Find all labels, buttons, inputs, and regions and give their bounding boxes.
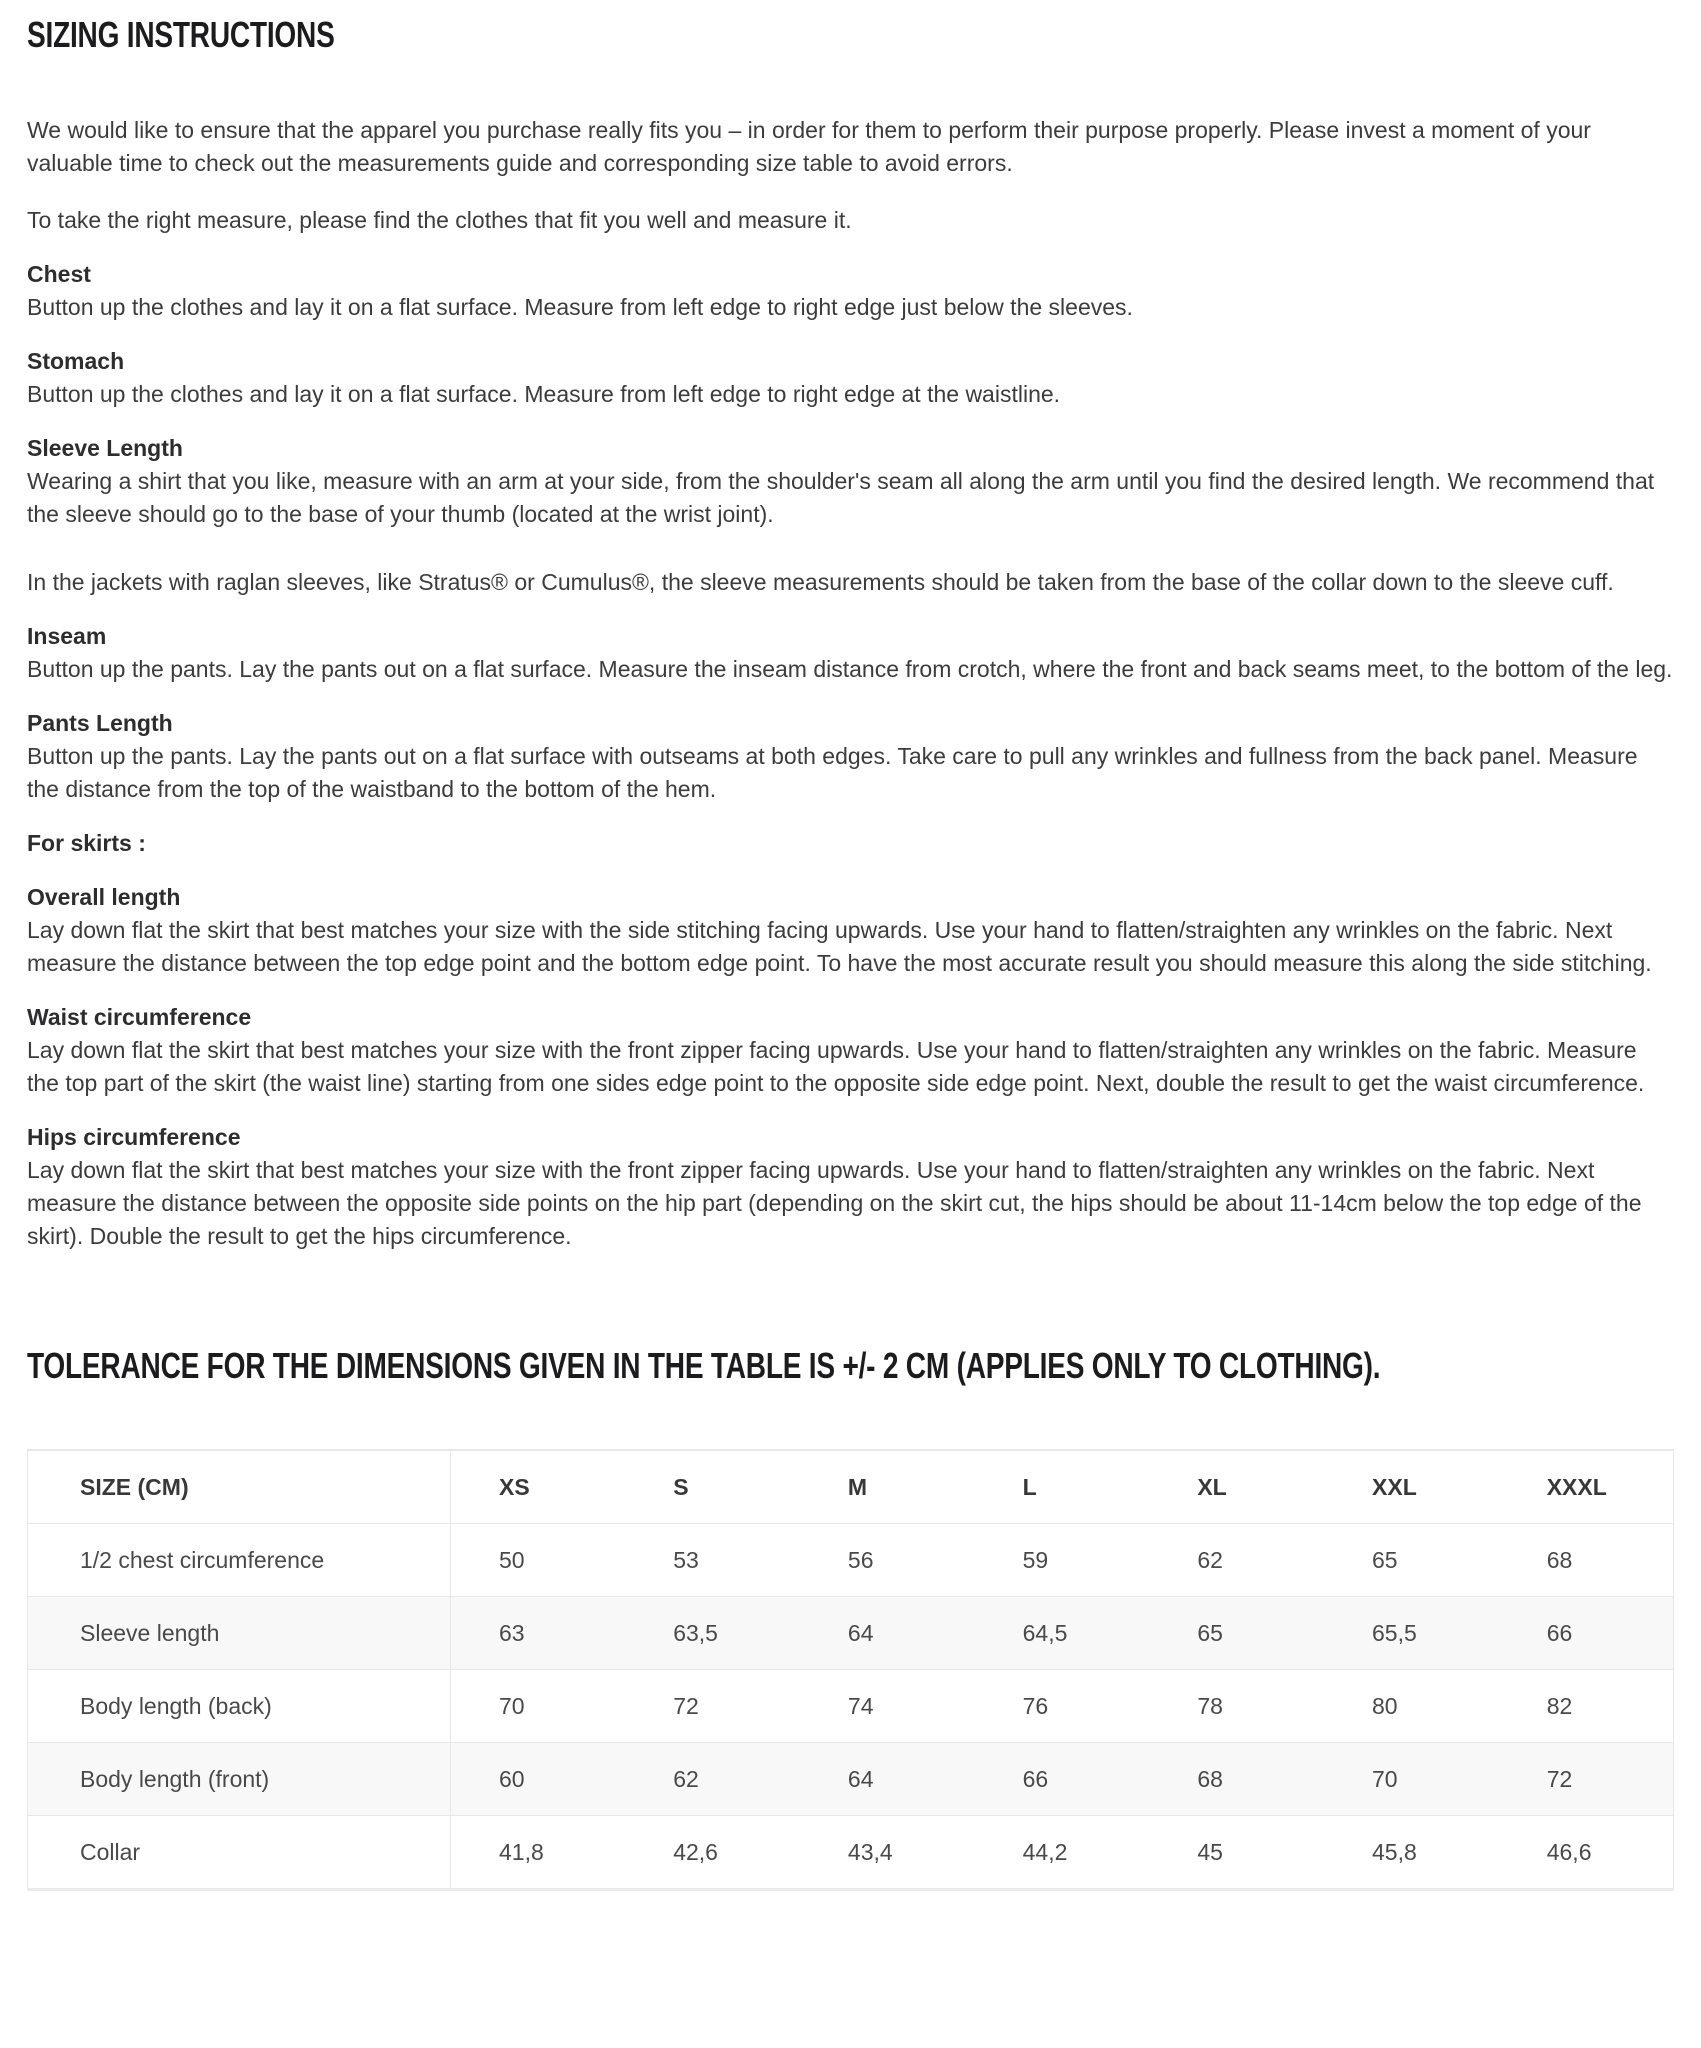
section-paragraph: Lay down flat the skirt that best matches your size with the front zipper facing upwards. Use your hand to flatten/straighten any wrinkles on the fabric. Measure the top part of the skirt (the waist line) starting from one sides edge point to the opposite side edge point. Next, double the result to get the waist circumference. (27, 1037, 1645, 1096)
section-paragraphs (27, 653, 1674, 686)
size-value-cell: 82 (1546, 1692, 1573, 1719)
measurement-section (27, 881, 1674, 980)
size-value-cell: 65 (1197, 1619, 1223, 1646)
size-value-cell: 59 (1022, 1546, 1049, 1573)
size-value-cell: 45 (1197, 1838, 1223, 1865)
measurement-section (27, 1121, 1674, 1253)
section-paragraphs (27, 465, 1674, 599)
size-table-size-header: M (847, 1473, 868, 1500)
size-row-label: Body length (front) (28, 1743, 451, 1816)
size-table-size-header: XXXL (1546, 1473, 1607, 1500)
size-value-cell: 78 (1197, 1692, 1223, 1719)
size-value-cell: 64,5 (1022, 1619, 1068, 1646)
section-heading: Overall length (27, 884, 181, 910)
table-row (28, 1743, 1674, 1816)
size-value-cell: 60 (499, 1765, 525, 1792)
size-row-label: Collar (28, 1816, 451, 1890)
measurement-section (27, 827, 1674, 860)
size-value-cell: 64 (847, 1619, 874, 1646)
size-row-label: Sleeve length (28, 1597, 451, 1670)
size-value-cell: 72 (673, 1692, 699, 1719)
section-paragraphs (27, 914, 1674, 980)
size-value-cell: 44,2 (1022, 1838, 1068, 1865)
measurement-sections (27, 258, 1674, 1253)
measurement-section (27, 620, 1674, 686)
size-value-cell: 43,4 (847, 1838, 893, 1865)
tolerance-heading (27, 1341, 1674, 1391)
size-row-label: Body length (back) (28, 1670, 451, 1743)
size-value-cell: 76 (1022, 1692, 1049, 1719)
intro-paragraph: We would like to ensure that the apparel you purchase really fits you – in order for them to perform their purpose properly. Please invest a moment of your valuable time to check out the measurements guide and corresponding size table to avoid errors. (27, 117, 1591, 176)
size-row-label: 1/2 chest circumference (28, 1524, 451, 1597)
size-value-cell: 64 (847, 1765, 874, 1792)
size-value-cell: 53 (673, 1546, 699, 1573)
size-value-cell: 65 (1372, 1546, 1398, 1573)
section-paragraph: Button up the pants. Lay the pants out on a flat surface. Measure the inseam distance from crotch, where the front and back seams meet, to the bottom of the leg. (27, 656, 1673, 682)
measurement-section (27, 707, 1674, 806)
section-heading: Stomach (27, 348, 125, 374)
size-value-cell: 46,6 (1546, 1838, 1592, 1865)
section-paragraphs (27, 291, 1674, 324)
size-value-cell: 63 (499, 1619, 525, 1646)
section-paragraph: Button up the clothes and lay it on a flat surface. Measure from left edge to right edge just below the sleeves. (27, 294, 1133, 320)
size-value-cell: 41,8 (499, 1838, 544, 1865)
size-value-cell: 68 (1197, 1765, 1223, 1792)
size-table-size-header: L (1022, 1473, 1037, 1500)
section-paragraphs (27, 740, 1674, 806)
size-value-cell: 65,5 (1372, 1619, 1417, 1646)
size-value-cell: 80 (1372, 1692, 1398, 1719)
size-table-size-header: XS (499, 1473, 530, 1500)
page-title-text: SIZING INSTRUCTIONS (27, 14, 335, 55)
size-value-cell: 45,8 (1372, 1838, 1417, 1865)
tolerance-heading-text: TOLERANCE FOR THE DIMENSIONS GIVEN IN THE TABLE IS +/- 2 CM (APPLIES ONLY TO CLOTHING). (27, 1345, 1381, 1386)
intro-paragraph: To take the right measure, please find the clothes that fit you well and measure it. (27, 207, 852, 233)
size-value-cell: 72 (1546, 1765, 1573, 1792)
size-value-cell: 56 (847, 1546, 874, 1573)
size-value-cell: 66 (1022, 1765, 1049, 1792)
size-value-cell: 66 (1546, 1619, 1573, 1646)
section-paragraphs (27, 1154, 1674, 1253)
size-table (27, 1449, 1674, 1891)
section-paragraphs (27, 1034, 1674, 1100)
section-paragraph: Button up the pants. Lay the pants out on a flat surface with outseams at both edges. Take care to pull any wrinkles and fullness from the back panel. Measure the distance from the top of the waistband to the bottom of the hem. (27, 743, 1638, 802)
size-table-header-row (28, 1450, 1674, 1524)
size-value-cell: 74 (847, 1692, 874, 1719)
size-value-cell: 68 (1546, 1546, 1573, 1573)
section-paragraph: Button up the clothes and lay it on a flat surface. Measure from left edge to right edge at the waistline. (27, 381, 1061, 407)
size-value-cell: 70 (499, 1692, 525, 1719)
section-heading: For skirts : (27, 830, 146, 856)
measurement-section (27, 258, 1674, 324)
size-value-cell: 50 (499, 1546, 525, 1573)
section-paragraphs (27, 378, 1674, 411)
section-paragraph: In the jackets with raglan sleeves, like Stratus® or Cumulus®, the sleeve measurements should be taken from the base of the collar down to the sleeve cuff. (27, 569, 1614, 595)
table-row (28, 1597, 1674, 1670)
section-paragraph: Wearing a shirt that you like, measure with an arm at your side, from the shoulder's seam all along the arm until you find the desired length. We recommend that the sleeve should go to the base of your thumb (located at the wrist joint). (27, 468, 1655, 527)
size-table-size-header: XXL (1372, 1473, 1417, 1500)
measurement-section (27, 432, 1674, 599)
section-heading: Pants Length (27, 710, 173, 736)
size-value-cell: 70 (1372, 1765, 1398, 1792)
table-row (28, 1524, 1674, 1597)
section-heading: Inseam (27, 623, 107, 649)
measurement-section (27, 345, 1674, 411)
size-table-size-header: S (673, 1473, 689, 1500)
size-value-cell: 62 (673, 1765, 699, 1792)
section-heading: Waist circumference (27, 1004, 252, 1030)
size-value-cell: 63,5 (673, 1619, 718, 1646)
table-row (28, 1670, 1674, 1743)
section-heading: Chest (27, 261, 91, 287)
page-title (27, 10, 1674, 60)
size-table-label-header: SIZE (CM) (28, 1450, 451, 1524)
section-paragraph: Lay down flat the skirt that best matches your size with the side stitching facing upwards. Use your hand to flatten/straighten any wrinkles on the fabric. Next measure the distance between the top edge point and the bottom edge point. To have the most accurate result you should measure this along the side stitching. (27, 917, 1652, 976)
section-paragraph: Lay down flat the skirt that best matches your size with the front zipper facing upwards. Use your hand to flatten/straighten any wrinkles on the fabric. Next measure the distance between the opposite side points on the hip part (depending on the skirt cut, the hips should be about 11-14cm below the top edge of the skirt). Double the result to get the hips circumference. (27, 1157, 1642, 1249)
size-value-cell: 42,6 (673, 1838, 718, 1865)
size-value-cell: 62 (1197, 1546, 1223, 1573)
table-row (28, 1816, 1674, 1890)
section-heading: Hips circumference (27, 1124, 241, 1150)
size-table-size-header: XL (1197, 1473, 1227, 1500)
measurement-section (27, 1001, 1674, 1100)
section-heading: Sleeve Length (27, 435, 183, 461)
